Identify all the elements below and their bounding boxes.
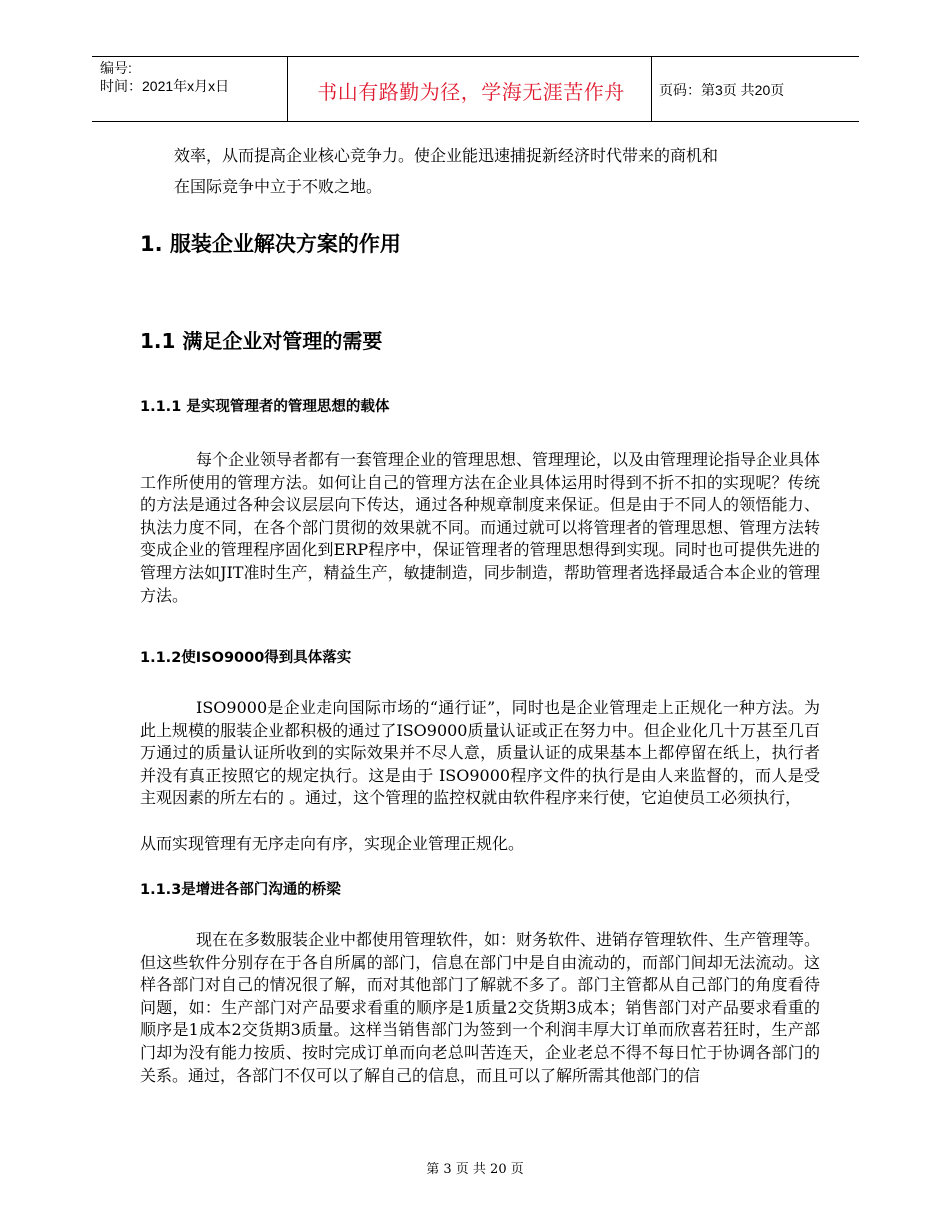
header-bottom-rule <box>92 121 859 122</box>
header-divider-right <box>651 56 652 122</box>
section-title-1-1-3: 1.1.3是增进各部门沟通的桥梁 <box>140 882 341 898</box>
intro-block <box>140 140 820 202</box>
header-divider-left <box>287 56 288 122</box>
heading-2: 1.1 满足企业对管理的需要 <box>140 329 383 353</box>
section-body-1-1-1: 每个企业领导者都有一套管理企业的管理思想、管理理论，以及由管理理论指导企业具体工作所使用的管理方法。如何让自己的管理方法在企业具体运用时得到不折不扣的实现呢？传统的方法是通过各种会议层层向下传达，通过各种规章制度来保证。但是由于不同人的领悟能力、执法力度不同，在各个部门贯彻的效果就不同。而通过就可以将管理者的管理思想、管理方法转变成企业的管理程序固化到ERP程序中，保证管理者的管理思想得到实现。同时也可提供先进的管理方法如JIT准时生产，精益生产，敏捷制造，同步制造，帮助管理者选择最适合本企业的管理方法。 <box>140 450 821 605</box>
section-title-1-1-1: 1.1.1 是实现管理者的管理思想的载体 <box>140 399 390 415</box>
header-page-info: 页码：第3页 共20页 <box>659 82 785 98</box>
intro-line-1: 效率，从而提高企业核心竞争力。使企业能迅速捕捉新经济时代带来的商机和 <box>174 146 719 165</box>
intro-line-2: 在国际竞争中立于不败之地。 <box>174 177 383 196</box>
section-title-1-1-2: 1.1.2使ISO9000得到具体落实 <box>140 650 352 666</box>
page-footer: 第 3 页 共 20 页 <box>426 1162 524 1177</box>
header-code-label: 编号: <box>100 60 132 76</box>
header-time-label: 时间：2021年x月x日 <box>100 78 230 94</box>
section-body-1-1-2: ISO9000是企业走向国际市场的“通行证”，同时也是企业管理走上正规化一种方法。为此上规模的服装企业都积极的通过了ISO9000质量认证或正在努力中。但企业化几十万甚至几百万通过的质量认证所收到的实际效果并不尽人意，质量认证的成果基本上都停留在纸上，执行者并没有真正按照它的规定执行。这是由于 ISO9000程序文件的执行是由人来监督的，而人是受主观因素的所左右的 。通过，这个管理的监控权就由软件程序来行使，它迫使员工必须执行， <box>140 698 820 808</box>
section-body-1-1-2-tail: 从而实现管理有无序走向有序，实现企业管理正规化。 <box>140 834 525 853</box>
heading-1: 1. 服装企业解决方案的作用 <box>140 232 401 256</box>
header-motto: 书山有路勤为径，学海无涯苦作舟 <box>317 80 625 104</box>
section-body-1-1-3: 现在在多数服装企业中都使用管理软件，如：财务软件、进销存管理软件、生产管理等。但这些软件分别存在于各自所属的部门，信息在部门中是自由流动的，而部门间却无法流动。这样各部门对自己的情况很了解，而对其他部门了解就不多了。部门主管都从自己部门的角度看待问题，如：生产部门对产品要求看重的顺序是1质量2交货期3成本；销售部门对产品要求看重的顺序是1成本2交货期3质量。这样当销售部门为签到一个利润丰厚大订单而欣喜若狂时，生产部门却为没有能力按质、按时完成订单而向老总叫苦连天，企业老总不得不每日忙于协调各部门的关系。通过，各部门不仅可以了解自己的信息，而且可以了解所需其他部门的信 <box>140 930 821 1085</box>
header-top-rule <box>92 56 859 57</box>
